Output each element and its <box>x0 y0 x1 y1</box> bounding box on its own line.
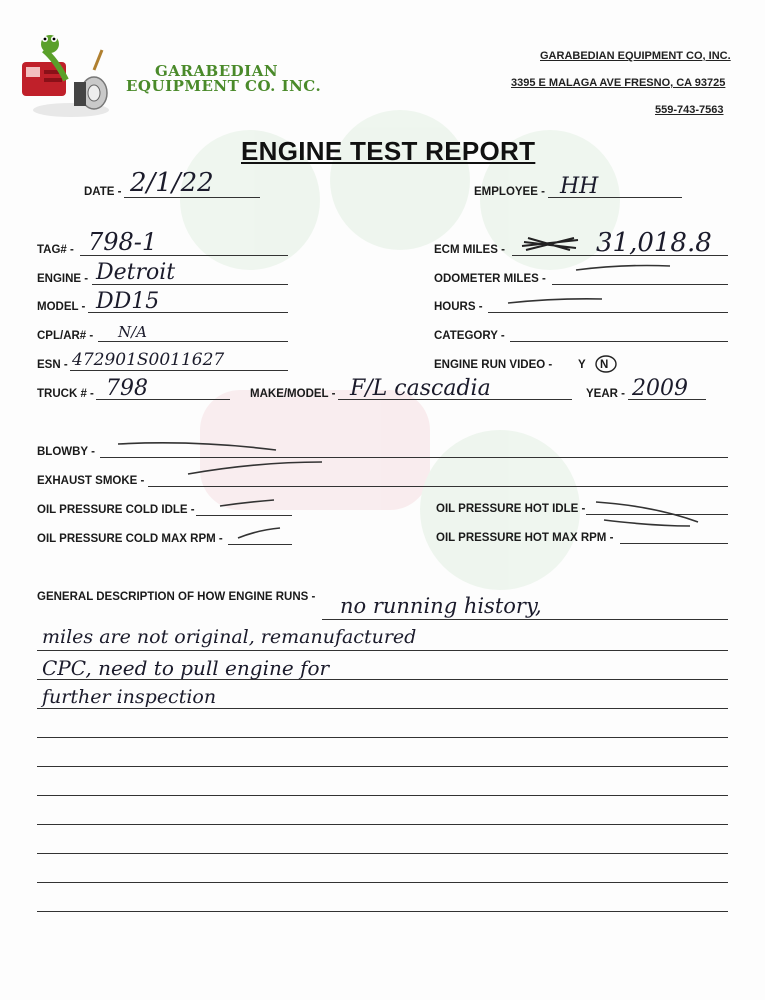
page-title: ENGINE TEST REPORT <box>241 136 536 166</box>
general-description-label: GENERAL DESCRIPTION OF HOW ENGINE RUNS - <box>37 591 316 603</box>
description-line <box>37 824 728 825</box>
dash-mark <box>116 438 286 456</box>
blowby-label: BLOWBY - <box>37 446 95 458</box>
category-line <box>510 341 728 342</box>
year-label: YEAR - <box>586 388 625 400</box>
description-line <box>37 737 728 738</box>
description-line-1: no running history, <box>340 594 542 618</box>
scribble-mark <box>520 232 580 254</box>
model-value: DD15 <box>96 289 160 314</box>
cpl-label: CPL/AR# - <box>37 330 94 342</box>
ecm-miles-value: 31,018.8 <box>596 228 712 258</box>
scribble-mark <box>594 498 704 530</box>
tag-value: 798-1 <box>88 228 158 256</box>
date-label: DATE - <box>84 186 122 198</box>
circle-mark <box>594 354 618 374</box>
make-model-value: F/L cascadia <box>350 376 491 401</box>
odometer-label: ODOMETER MILES - <box>434 273 546 285</box>
video-no-option: N <box>600 359 609 371</box>
exhaust-smoke-label: EXHAUST SMOKE - <box>37 475 145 487</box>
hours-label: HOURS - <box>434 301 483 313</box>
employee-value: HH <box>560 174 599 199</box>
description-line <box>37 911 728 912</box>
cpl-line <box>98 341 288 342</box>
esn-label: ESN - <box>37 359 68 371</box>
oil-hot-max-line <box>620 543 728 544</box>
description-line-4: further inspection <box>42 686 217 708</box>
company-name: GARABEDIAN EQUIPMENT CO, INC. <box>540 50 731 62</box>
dash-mark <box>506 295 606 307</box>
cpl-value: N/A <box>118 323 148 341</box>
tag-label: TAG# - <box>37 244 74 256</box>
description-line <box>37 853 728 854</box>
engine-label: ENGINE - <box>37 273 89 285</box>
employee-label: EMPLOYEE - <box>474 186 545 198</box>
dash-mark <box>236 526 282 540</box>
engine-value: Detroit <box>96 260 176 285</box>
company-address: 3395 E MALAGA AVE FRESNO, CA 93725 <box>511 77 726 89</box>
oil-cold-max-line <box>228 544 292 545</box>
description-line <box>37 650 728 651</box>
oil-cold-idle-label: OIL PRESSURE COLD IDLE - <box>37 504 195 516</box>
oil-cold-max-label: OIL PRESSURE COLD MAX RPM - <box>37 533 223 545</box>
truck-value: 798 <box>106 376 148 401</box>
dash-mark <box>186 458 326 478</box>
category-label: CATEGORY - <box>434 330 505 342</box>
company-phone: 559-743-7563 <box>655 104 724 116</box>
make-model-label: MAKE/MODEL - <box>250 388 336 400</box>
video-yes-option: Y <box>578 359 586 371</box>
description-line <box>37 708 728 709</box>
esn-value: 472901S0011627 <box>72 350 225 370</box>
engine-run-video-label: ENGINE RUN VIDEO - <box>434 359 553 371</box>
date-value: 2/1/22 <box>130 168 214 198</box>
hours-line <box>488 312 728 313</box>
description-line <box>37 882 728 883</box>
model-label: MODEL - <box>37 301 86 313</box>
dash-mark <box>218 498 278 510</box>
odometer-line <box>552 284 728 285</box>
year-value: 2009 <box>632 376 688 401</box>
company-name-line1: GARABEDIAN <box>155 62 279 80</box>
dash-mark <box>574 262 674 274</box>
company-name-line2: EQUIPMENT CO. INC. <box>126 77 322 95</box>
esn-line <box>70 370 288 371</box>
truck-label: TRUCK # - <box>37 388 94 400</box>
exhaust-smoke-line <box>148 486 728 487</box>
description-line <box>322 619 728 620</box>
description-line <box>37 795 728 796</box>
description-line <box>37 766 728 767</box>
description-line-2: miles are not original, remanufactured <box>42 626 417 648</box>
oil-hot-idle-label: OIL PRESSURE HOT IDLE - <box>436 503 586 515</box>
ecm-miles-label: ECM MILES - <box>434 244 505 256</box>
oil-hot-max-label: OIL PRESSURE HOT MAX RPM - <box>436 532 614 544</box>
oil-cold-idle-line <box>196 515 292 516</box>
frog-truck-logo <box>16 30 111 120</box>
description-line-3: CPC, need to pull engine for <box>42 656 330 680</box>
